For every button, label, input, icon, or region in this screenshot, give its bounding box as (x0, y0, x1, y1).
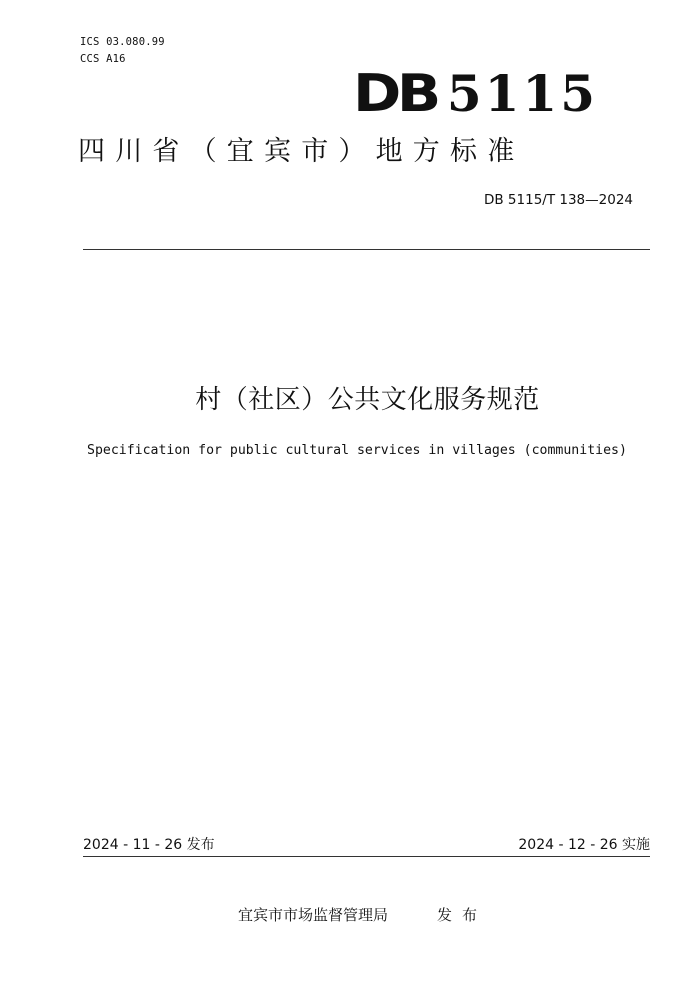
ccs-code: CCS A16 (80, 53, 126, 65)
db-mark-number: 5115 (446, 64, 598, 123)
issue-action: 发布 (437, 906, 488, 924)
document-title-english: Specification for public cultural services in villages (communities) (87, 443, 627, 458)
implementation-date: 2024 - 12 - 26 实施 (518, 837, 650, 853)
standard-type-title: 四川省（宜宾市）地方标准 (78, 136, 525, 167)
header-divider (83, 249, 650, 250)
issuing-authority: 宜宾市市场监督管理局 (238, 906, 389, 924)
db-mark-letters: DB (353, 64, 437, 124)
issue-date: 2024 - 11 - 26 发布 (83, 837, 215, 853)
document-title-chinese: 村（社区）公共文化服务规范 (195, 385, 540, 415)
footer-divider (83, 856, 650, 857)
db-standard-mark (353, 56, 598, 124)
standard-number: DB 5115/T 138—2024 (483, 192, 633, 208)
ics-code: ICS 03.080.99 (80, 36, 165, 48)
